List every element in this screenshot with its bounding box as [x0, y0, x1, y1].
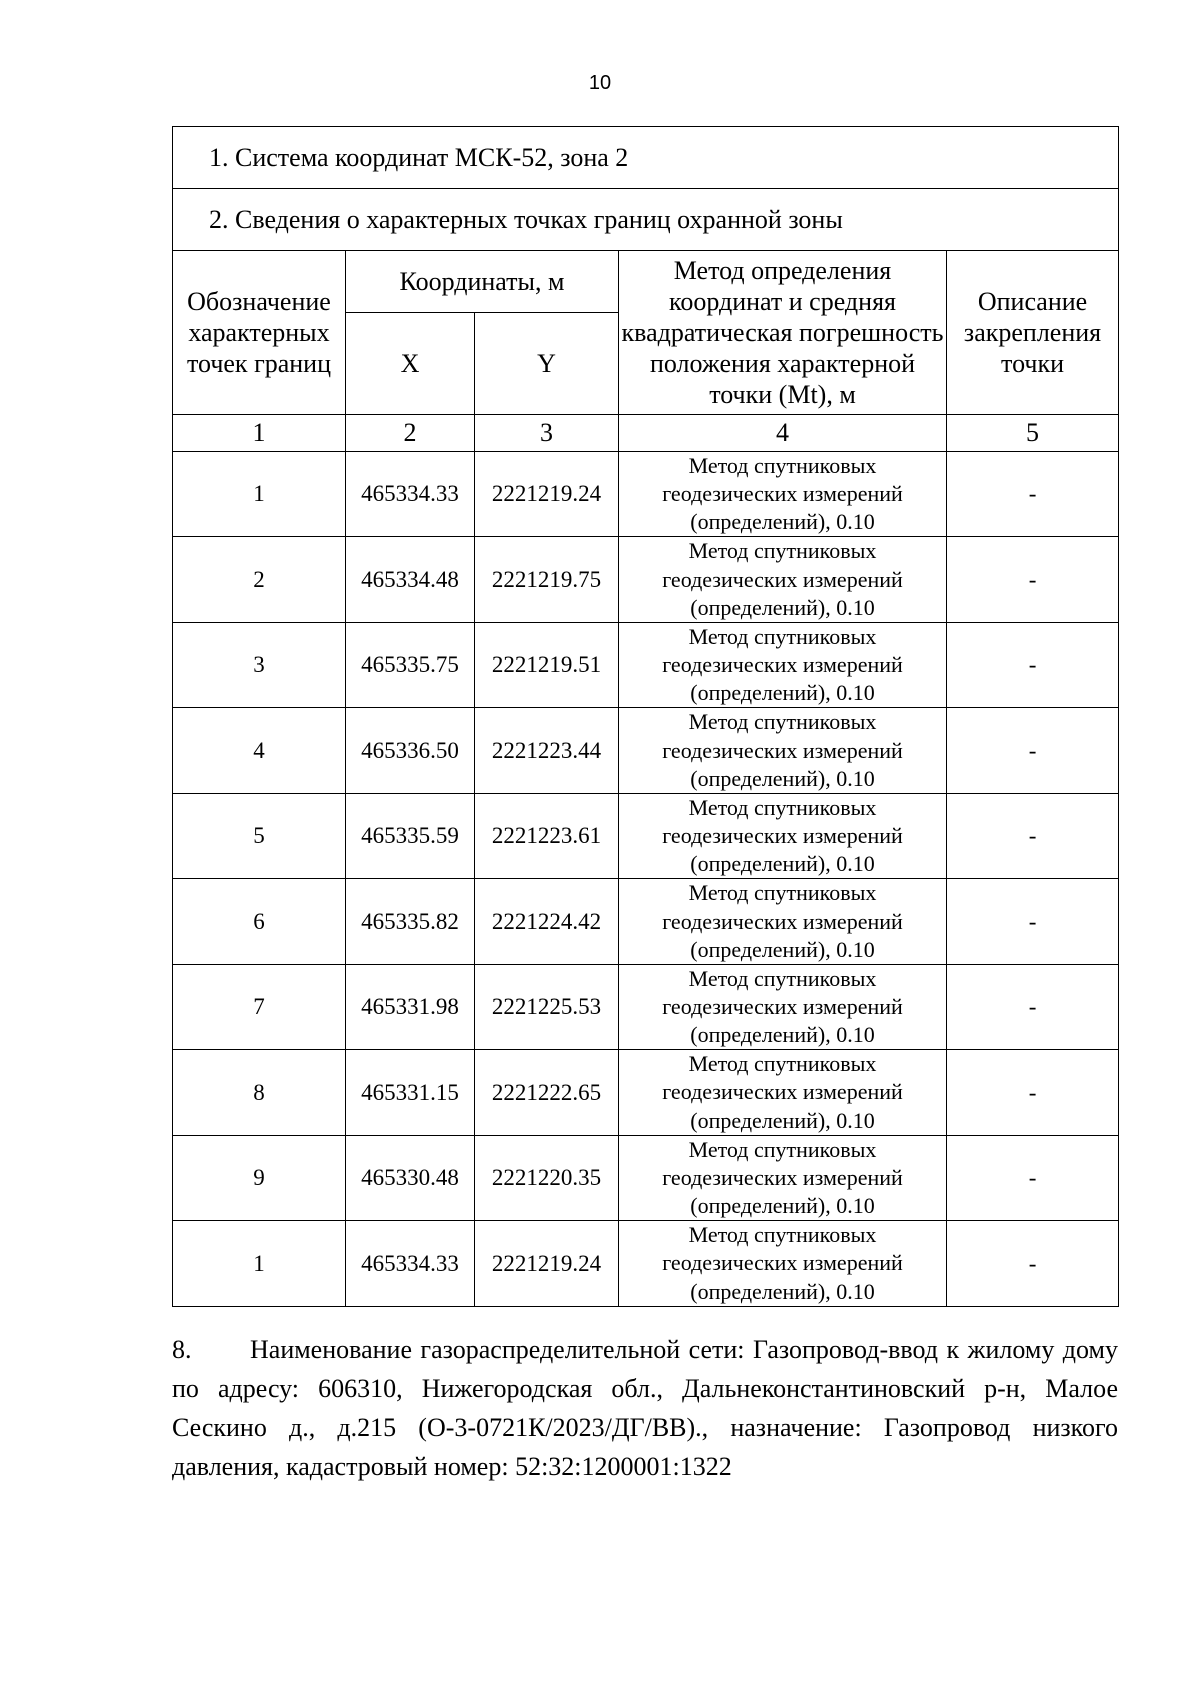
description-cell: - [947, 622, 1119, 707]
header-designation: Обозначение характерных точек границ [173, 251, 346, 415]
boundary-points-caption: 2. Сведения о характерных точках границ охранной зоны [173, 189, 1119, 251]
point-designation-cell: 6 [173, 879, 346, 964]
paragraph-number: 8. [172, 1335, 192, 1364]
table-row [173, 1135, 1119, 1220]
x-coordinate-cell: 465335.59 [346, 793, 475, 878]
point-designation-cell: 8 [173, 1050, 346, 1135]
method-cell: Метод спутниковых геодезических измерений (определений), 0.10 [619, 1135, 947, 1220]
method-cell: Метод спутниковых геодезических измерений (определений), 0.10 [619, 537, 947, 622]
description-cell: - [947, 1221, 1119, 1306]
description-cell: - [947, 964, 1119, 1049]
x-coordinate-cell: 465334.33 [346, 452, 475, 537]
method-cell: Метод спутниковых геодезических измерений (определений), 0.10 [619, 879, 947, 964]
x-coordinate-cell: 465336.50 [346, 708, 475, 793]
gas-network-paragraph [172, 1330, 1118, 1486]
method-cell: Метод спутниковых геодезических измерений (определений), 0.10 [619, 452, 947, 537]
coordinate-system-caption: 1. Система координат МСК-52, зона 2 [173, 127, 1119, 189]
point-designation-cell: 3 [173, 622, 346, 707]
description-cell: - [947, 793, 1119, 878]
header-coordinates: Координаты, м [346, 251, 619, 313]
column-number: 2 [346, 415, 475, 452]
table-row [173, 964, 1119, 1049]
header-description: Описание закрепления точки [947, 251, 1119, 415]
y-coordinate-cell: 2221220.35 [475, 1135, 619, 1220]
description-cell: - [947, 1050, 1119, 1135]
column-number: 4 [619, 415, 947, 452]
method-cell: Метод спутниковых геодезических измерений (определений), 0.10 [619, 1050, 947, 1135]
y-coordinate-cell: 2221219.24 [475, 452, 619, 537]
section-row-1 [173, 127, 1119, 189]
description-cell: - [947, 537, 1119, 622]
x-coordinate-cell: 465334.33 [346, 1221, 475, 1306]
table-row [173, 537, 1119, 622]
description-cell: - [947, 708, 1119, 793]
point-designation-cell: 9 [173, 1135, 346, 1220]
x-coordinate-cell: 465331.98 [346, 964, 475, 1049]
header-y: Y [475, 313, 619, 415]
description-cell: - [947, 452, 1119, 537]
column-number: 3 [475, 415, 619, 452]
y-coordinate-cell: 2221225.53 [475, 964, 619, 1049]
y-coordinate-cell: 2221223.44 [475, 708, 619, 793]
y-coordinate-cell: 2221219.51 [475, 622, 619, 707]
coordinates-table [172, 126, 1119, 1307]
x-coordinate-cell: 465330.48 [346, 1135, 475, 1220]
point-designation-cell: 2 [173, 537, 346, 622]
description-cell: - [947, 1135, 1119, 1220]
table-row [173, 452, 1119, 537]
column-number: 1 [173, 415, 346, 452]
y-coordinate-cell: 2221219.75 [475, 537, 619, 622]
point-designation-cell: 5 [173, 793, 346, 878]
point-designation-cell: 1 [173, 1221, 346, 1306]
table-row [173, 793, 1119, 878]
y-coordinate-cell: 2221219.24 [475, 1221, 619, 1306]
description-cell: - [947, 879, 1119, 964]
point-designation-cell: 1 [173, 452, 346, 537]
table-row [173, 1050, 1119, 1135]
point-designation-cell: 4 [173, 708, 346, 793]
y-coordinate-cell: 2221222.65 [475, 1050, 619, 1135]
page-number: 10 [588, 72, 612, 94]
method-cell: Метод спутниковых геодезических измерений (определений), 0.10 [619, 964, 947, 1049]
point-designation-cell: 7 [173, 964, 346, 1049]
y-coordinate-cell: 2221223.61 [475, 793, 619, 878]
header-row [173, 251, 1119, 313]
paragraph-text: Наименование газораспределительной сети: Газопровод-ввод к жилому дому по адресу: 606310, Нижегородская обл., Дальнеконстантиновский р-н, Малое Сескино д., д.215 (О-3-0721К/2023/ДГ/ВВ)., назначение: Газопровод низкого давления, кадастровый номер: 52:32:1200001:1322 [172, 1335, 1118, 1481]
column-number: 5 [947, 415, 1119, 452]
table-row [173, 708, 1119, 793]
table-row [173, 622, 1119, 707]
section-row-2 [173, 189, 1119, 251]
table-row [173, 879, 1119, 964]
header-x: X [346, 313, 475, 415]
x-coordinate-cell: 465335.82 [346, 879, 475, 964]
method-cell: Метод спутниковых геодезических измерений (определений), 0.10 [619, 1221, 947, 1306]
x-coordinate-cell: 465334.48 [346, 537, 475, 622]
column-number-row [173, 415, 1119, 452]
header-method: Метод определения координат и средняя квадратическая погрешность положения характерной точки (Mt), м [619, 251, 947, 415]
method-cell: Метод спутниковых геодезических измерений (определений), 0.10 [619, 708, 947, 793]
y-coordinate-cell: 2221224.42 [475, 879, 619, 964]
x-coordinate-cell: 465331.15 [346, 1050, 475, 1135]
method-cell: Метод спутниковых геодезических измерений (определений), 0.10 [619, 622, 947, 707]
method-cell: Метод спутниковых геодезических измерений (определений), 0.10 [619, 793, 947, 878]
table-row [173, 1221, 1119, 1306]
x-coordinate-cell: 465335.75 [346, 622, 475, 707]
